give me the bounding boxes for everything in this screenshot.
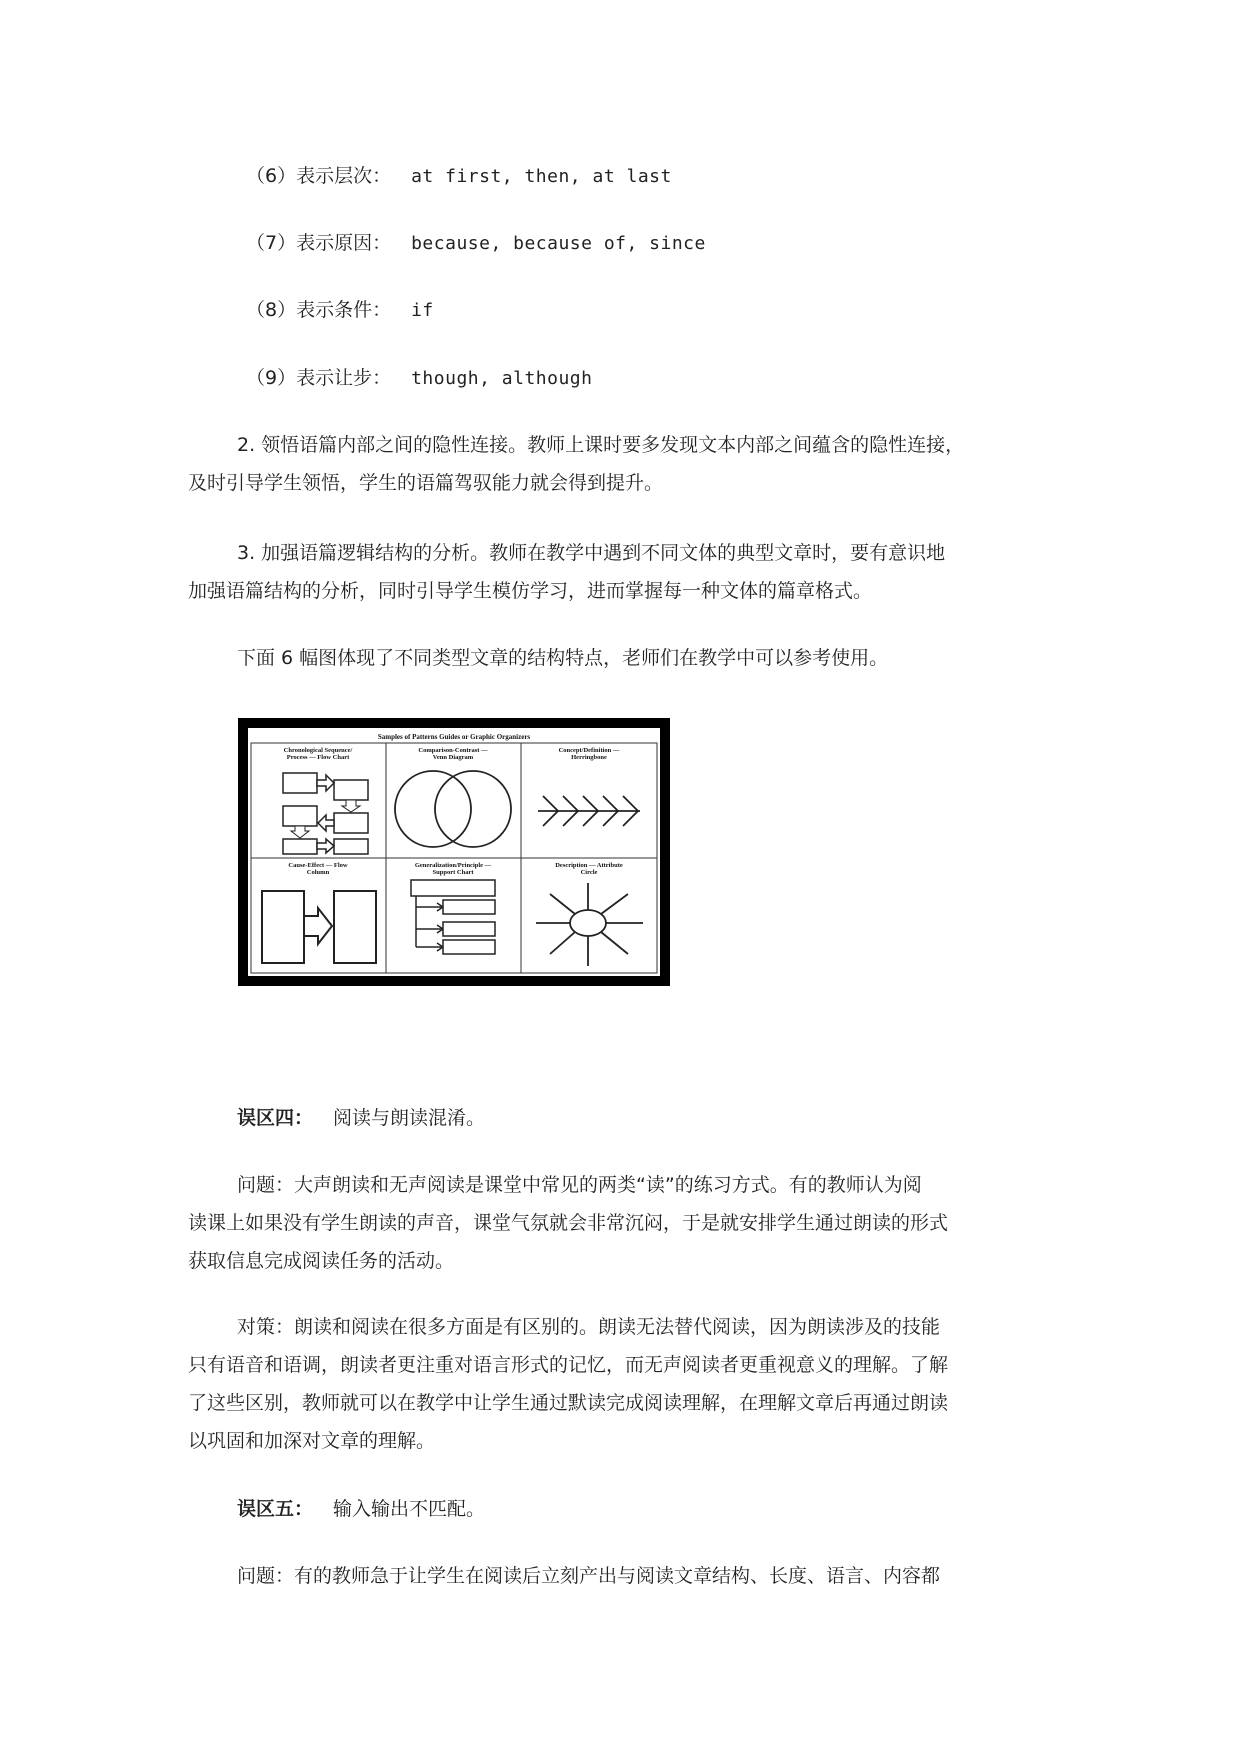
section-5-problem-line-1: 问题：有的教师急于让学生在阅读后立刻产出与阅读文章结构、长度、语言、内容都: [237, 1565, 941, 1587]
list-item: [246, 365, 592, 392]
list-value: if: [411, 300, 434, 321]
graphic-organizers-figure: [238, 718, 670, 986]
cell-4-caption-2: Column: [306, 869, 330, 876]
cell-3-caption-1: Concept/Definition —: [558, 747, 620, 754]
section-4-heading: 误区四：: [237, 1107, 314, 1129]
graphic-organizers-image: [238, 718, 670, 986]
cell-3-caption-2: Herringbone: [571, 754, 607, 761]
list-label: （7）表示原因：: [246, 232, 392, 254]
section-4-strategy-line-3: 了这些区别，教师就可以在教学中让学生通过默读完成阅读理解，在理解文章后再通过朗读: [188, 1392, 949, 1414]
cell-6-caption-1: Description — Attribute: [555, 862, 623, 869]
section-5-title: 输入输出不匹配。: [333, 1498, 486, 1520]
cell-4-caption-1: Cause-Effect — Flow: [288, 862, 348, 869]
section-4-title: 阅读与朗读混淆。: [333, 1107, 486, 1129]
list-label: （8）表示条件：: [246, 299, 392, 321]
paragraph-2-line-1: 2. 领悟语篇内部之间的隐性连接。教师上课时要多发现文本内部之间蕴含的隐性连接，: [237, 434, 965, 456]
section-4-strategy-line-2: 只有语音和语调，朗读者更注重对语言形式的记忆，而无声阅读者更重视意义的理解。了解: [188, 1354, 949, 1376]
list-value: because, because of, since: [411, 233, 706, 254]
section-4-strategy-line-1: 对策：朗读和阅读在很多方面是有区别的。朗读无法替代阅读，因为朗读涉及的技能: [237, 1316, 941, 1338]
section-4-strategy-line-4: 以巩固和加深对文章的理解。: [188, 1430, 436, 1452]
list-value: at first, then, at last: [411, 166, 672, 187]
list-value: though, although: [411, 368, 593, 389]
list-item: [246, 230, 706, 257]
cell-2-caption-1: Comparison-Contrast —: [418, 747, 488, 754]
figure-intro: 下面 6 幅图体现了不同类型文章的结构特点，老师们在教学中可以参考使用。: [237, 647, 889, 669]
list-item: [246, 297, 434, 324]
cell-5-caption-1: Generalization/Principle —: [414, 862, 492, 869]
section-4-heading-line: [237, 1105, 485, 1131]
cell-6-caption-2: Circle: [580, 869, 598, 876]
cell-2-caption-2: Venn Diagram: [432, 754, 474, 761]
figure-title: Samples of Patterns Guides or Graphic Organizers: [377, 733, 531, 741]
list-label: （6）表示层次：: [246, 165, 392, 187]
list-label: （9）表示让步：: [246, 367, 392, 389]
cell-1-caption-1: Chronological Sequence/: [283, 747, 353, 754]
section-4-problem-line-2: 读课上如果没有学生朗读的声音，课堂气氛就会非常沉闷，于是就安排学生通过朗读的形式: [188, 1212, 949, 1234]
paragraph-3-line-2: 加强语篇结构的分析，同时引导学生模仿学习，进而掌握每一种文体的篇章格式。: [188, 580, 873, 602]
paragraph-2-line-2: 及时引导学生领悟，学生的语篇驾驭能力就会得到提升。: [188, 472, 664, 494]
cell-1-caption-2: Process — Flow Chart: [286, 754, 350, 761]
section-4-problem-line-3: 获取信息完成阅读任务的活动。: [188, 1250, 455, 1272]
section-5-heading-line: [237, 1496, 485, 1522]
section-5-heading: 误区五：: [237, 1498, 314, 1520]
cell-5-caption-2: Support Chart: [432, 869, 474, 876]
list-item: [246, 163, 672, 190]
section-4-problem-line-1: 问题：大声朗读和无声阅读是课堂中常见的两类“读”的练习方式。有的教师认为阅: [237, 1174, 922, 1196]
paragraph-3-line-1: 3. 加强语篇逻辑结构的分析。教师在教学中遇到不同文体的典型文章时，要有意识地: [237, 542, 946, 564]
